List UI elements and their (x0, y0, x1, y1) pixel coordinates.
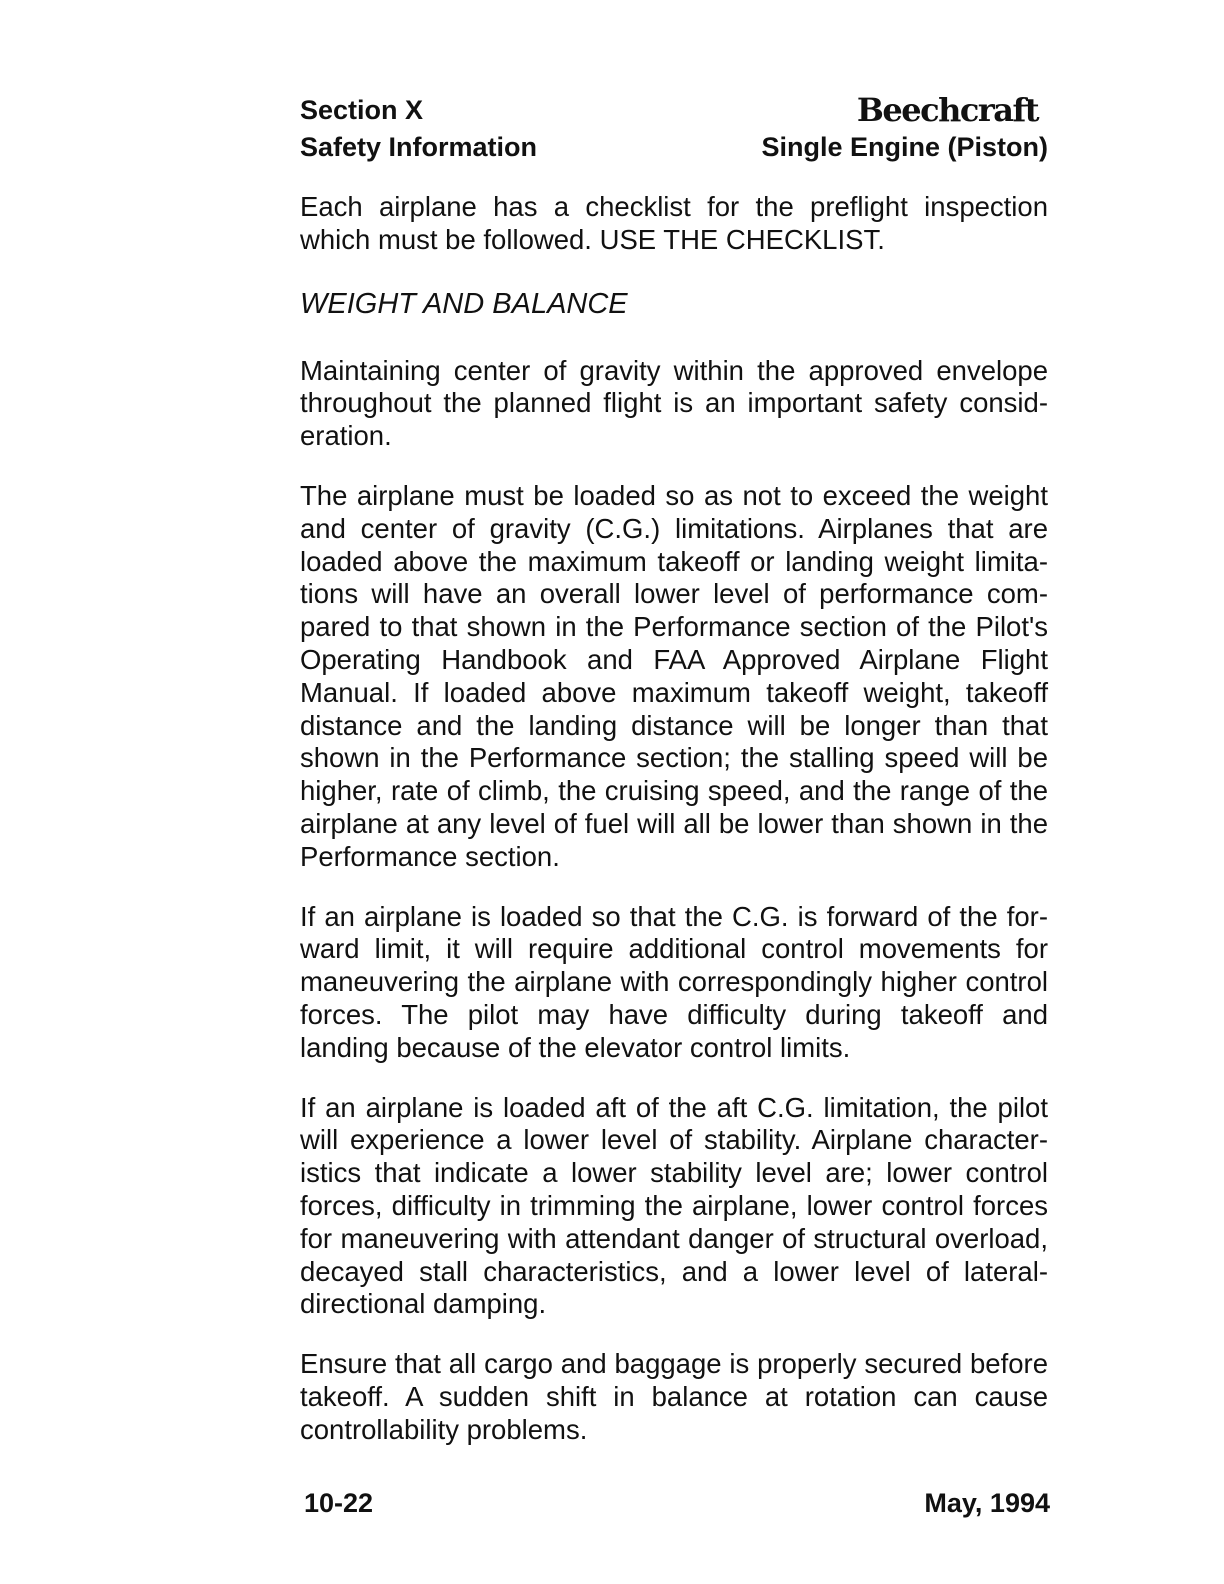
header-right-block (761, 92, 1048, 166)
page-body (300, 191, 1048, 1447)
paragraph: Maintaining center of gravity within the approved envelope throughout the planned flight is an important safety consideration. (300, 354, 1048, 452)
section-title: Section X (300, 95, 424, 125)
model-title: Single Engine (Piston) (761, 132, 1048, 162)
page-number: 10-22 (304, 1488, 374, 1518)
paragraph: If an airplane is loaded so that the C.G. is forward of the forward limit, it will require additional control movements for maneuvering the airplane with correspondingly higher control forces. The pilot may have difficulty during takeoff and landing because of the elevator control limits. (300, 900, 1048, 1063)
brand-logo: Beechcraft (856, 91, 1038, 129)
publication-date: May, 1994 (924, 1488, 1050, 1518)
intro-paragraph: Each airplane has a checklist for the preflight inspection which must be followed. USE THE CHECKLIST. (300, 191, 1048, 255)
paragraph: If an airplane is loaded aft of the aft C.G. limitation, the pilot will experience a lower level of stability. Airplane characteristics that indicate a lower stability level are; lower control forces, difficulty in trimming the airplane, lower control forces for maneuvering with attendant danger of structural overload, decayed stall characteristics, and a lower level of lateral-directional damping. (300, 1091, 1048, 1320)
section-heading: WEIGHT AND BALANCE (300, 287, 628, 320)
paragraph: The airplane must be loaded so as not to exceed the weight and center of gravity (C.G.) limitations. Airplanes that are loaded above the maximum takeoff or landing weight limitations will have an overall lower level of performance compared to that shown in the Performance section of the Pilot's Operating Handbook and FAA Approved Airplane Flight Manual. If loaded above maximum takeoff weight, takeoff distance and the landing distance will be longer than that shown in the Performance section; the stalling speed will be higher, rate of climb, the cruising speed, and the range of the airplane at any level of fuel will all be lower than shown in the Performance section. (300, 479, 1048, 872)
paragraph: Ensure that all cargo and baggage is properly secured before takeoff. A sudden shift in balance at rotation can cause controllability problems. (300, 1348, 1048, 1445)
section-subtitle: Safety Information (300, 132, 538, 162)
header-left-block (300, 92, 537, 166)
page-header (300, 92, 1048, 172)
